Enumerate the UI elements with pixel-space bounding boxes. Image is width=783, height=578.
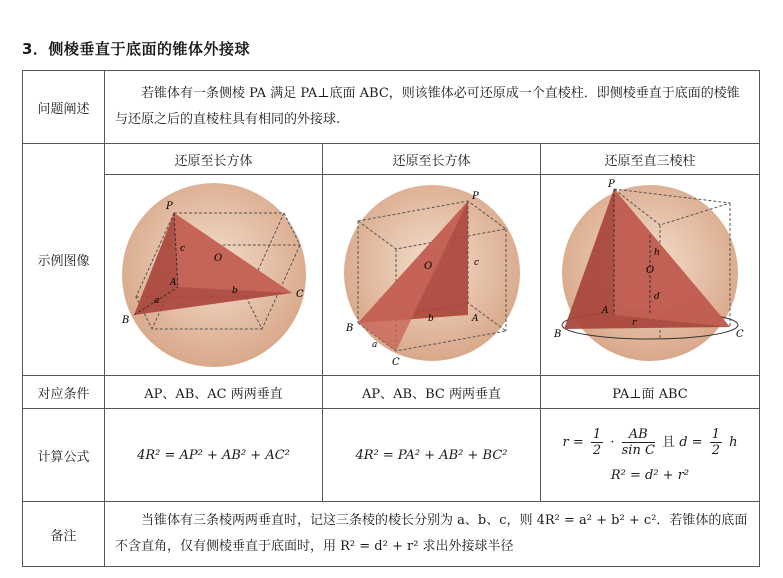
label-formula: 计算公式 [23, 409, 105, 502]
condition-3: PA⊥面 ABC [541, 376, 760, 409]
label-B: B [554, 329, 562, 340]
condition-2: AP、AB、BC 两两垂直 [323, 376, 541, 409]
and-text: 且 [662, 435, 676, 450]
row-problem [23, 71, 760, 144]
label-b: b [427, 314, 434, 324]
formula-3-line2: R² = d² + r² [610, 468, 690, 483]
formula-3-d: d = [679, 435, 703, 450]
label-C: C [391, 357, 400, 368]
label-B: B [345, 323, 353, 334]
dot: · [610, 435, 615, 450]
label-A: A [169, 278, 176, 288]
fraction-half [591, 427, 603, 458]
label-b: b [231, 286, 238, 296]
row-condition [23, 376, 760, 409]
row-example-images [23, 175, 760, 376]
fraction-ab-sinc [622, 427, 655, 458]
row-example-headers [23, 144, 760, 175]
formula-3-line1 [541, 427, 759, 458]
example-figure-1 [105, 175, 323, 376]
formula-3-r: r = [562, 435, 584, 450]
label-note: 备注 [23, 502, 105, 567]
row-formula [23, 409, 760, 502]
label-O: O [213, 253, 222, 264]
label-a: a [371, 340, 377, 350]
label-A: A [602, 306, 609, 316]
fraction-half-2 [710, 427, 722, 458]
formula-3 [541, 409, 760, 502]
label-O: O [646, 265, 655, 276]
figure-prism [550, 175, 750, 371]
half-num: 1 [592, 427, 602, 442]
example-header-3: 还原至直三棱柱 [541, 144, 760, 175]
label-examples: 示例图像 [23, 144, 105, 376]
label-condition: 对应条件 [23, 376, 105, 409]
sinc-den: sin C [621, 443, 655, 458]
example-figure-2 [323, 175, 541, 376]
half-den-2: 2 [711, 443, 720, 458]
note-text: 当锥体有三条棱两两垂直时，记这三条棱的棱长分别为 a、b、c，则 4R² = a² + b² + c²．若锥体的底面不含直角，仅有侧棱垂直于底面时，用 R² = d² + r² 求出外接球半径 [105, 502, 760, 567]
label-B: B [121, 315, 129, 326]
formula-2: 4R² = PA² + AB² + BC² [323, 409, 541, 502]
label-O: O [423, 261, 432, 272]
condition-1: AP、AB、AC 两两垂直 [105, 376, 323, 409]
label-d: d [654, 292, 660, 302]
half-den: 2 [592, 443, 602, 458]
label-C: C [295, 289, 304, 300]
example-figure-3 [541, 175, 760, 376]
label-a: a [153, 296, 159, 306]
label-C: C [736, 329, 744, 340]
summary-table [22, 70, 760, 567]
label-P: P [608, 179, 615, 190]
example-header-2: 还原至长方体 [323, 144, 541, 175]
section-title: 3．侧棱垂直于底面的锥体外接球 [22, 40, 250, 58]
label-c: c [179, 244, 185, 254]
label-P: P [165, 201, 173, 212]
label-c: c [473, 258, 479, 268]
label-A: A [471, 314, 478, 324]
formula-3-h: h [729, 435, 738, 450]
example-header-1: 还原至长方体 [105, 144, 323, 175]
row-note [23, 502, 760, 567]
label-problem: 问题阐述 [23, 71, 105, 144]
figure-rect-box-2 [332, 175, 532, 371]
label-P: P [471, 191, 479, 202]
formula-1: 4R² = AP² + AB² + AC² [105, 409, 323, 502]
label-r: r [632, 318, 637, 328]
ab-num: AB [622, 427, 655, 443]
figure-rect-box-1 [114, 175, 314, 371]
label-h: h [654, 248, 660, 258]
half-num-2: 1 [711, 427, 720, 442]
problem-text: 若锥体有一条侧棱 PA 满足 PA⊥底面 ABC，则该锥体必可还原成一个直棱柱．即侧棱垂直于底面的棱锥与还原之后的直棱柱具有相同的外接球. [105, 71, 760, 144]
